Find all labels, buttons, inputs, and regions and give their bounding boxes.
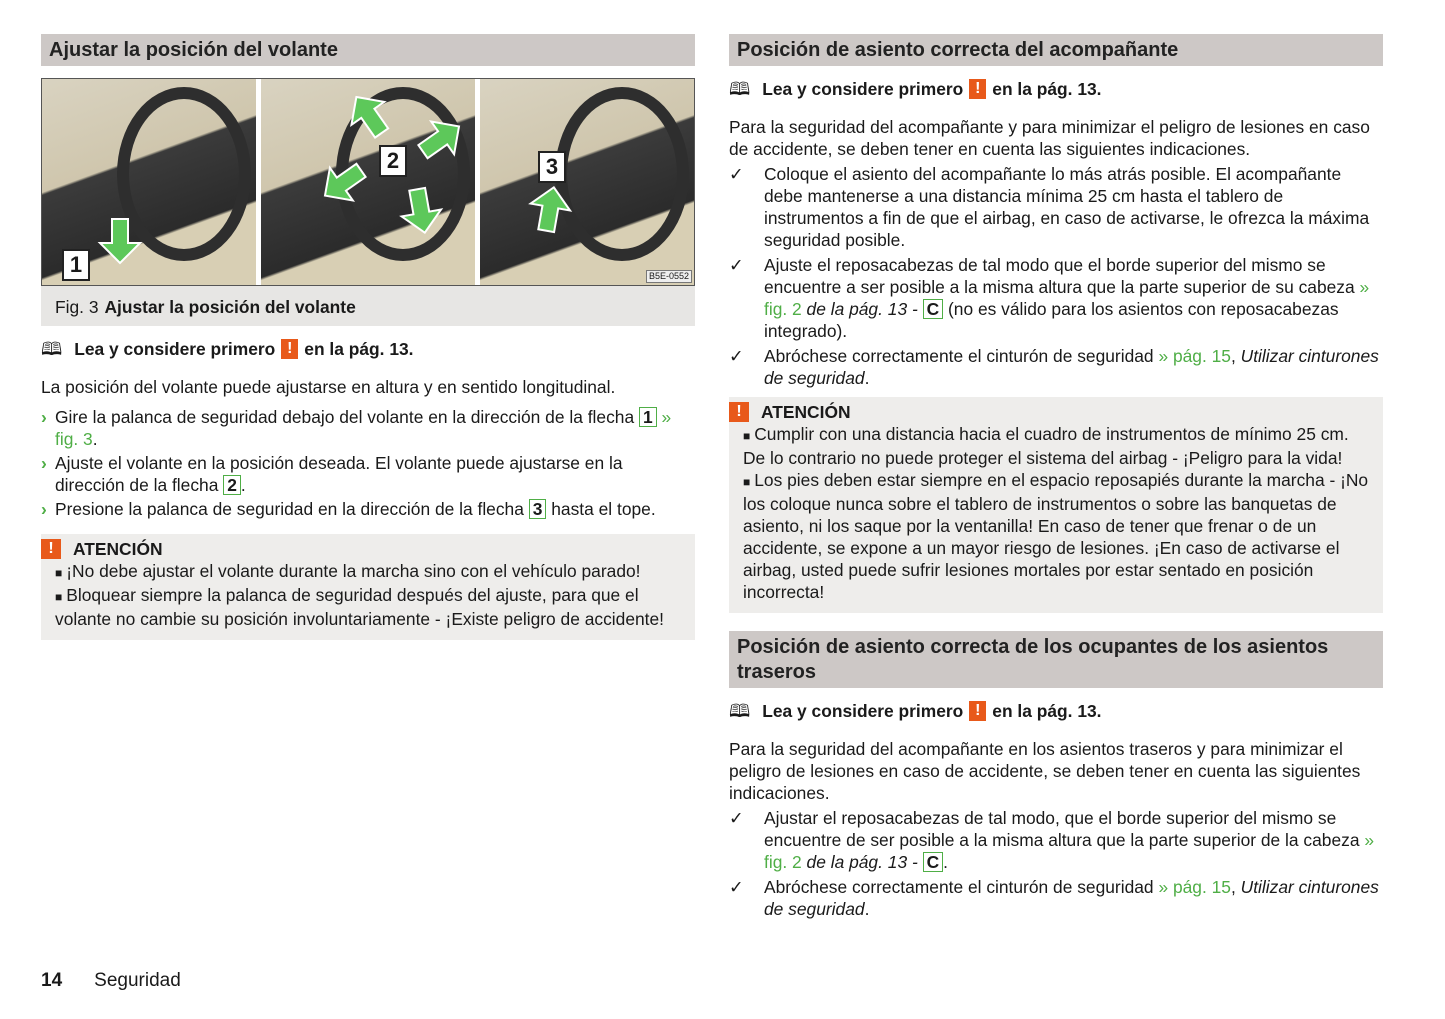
read-first-note (729, 78, 1383, 100)
arrow-up-icon (526, 184, 573, 234)
arrow-ref-box: 2 (223, 475, 241, 495)
check-end: . (864, 899, 870, 919)
step-text: Gire la palanca de seguridad debajo del volante en la dirección de la flecha (55, 407, 635, 427)
caption-label: Fig. 3 (55, 297, 99, 317)
intro-text: La posición del volante puede ajustarse en altura y en sentido longitudinal. (41, 377, 616, 397)
warning-icon: ! (41, 539, 61, 559)
check-end: (no es válido para los asientos con reposacabezas integrado). (764, 299, 1339, 341)
step-end: . (92, 429, 98, 449)
warning-text: ¡No debe ajustar el volante durante la marcha sino con el vehículo parado! (66, 561, 641, 581)
page-number: 14 (41, 970, 63, 991)
chevron-right-icon: › (41, 453, 47, 473)
step-text: Presione la palanca de seguridad en la dirección de la flecha (55, 499, 524, 519)
step-item (41, 498, 695, 520)
check-text: Ajuste el reposacabezas de tal modo que el borde superior del mismo se encuentre a ser posible a la misma altura que la parte superior de su cabeza (764, 255, 1355, 297)
page-link[interactable]: » pág. 15 (1158, 877, 1231, 897)
check-icon: ✓ (729, 255, 744, 275)
check-icon: ✓ (729, 808, 744, 828)
ref-box: C (923, 852, 944, 872)
intro-text: Para la seguridad del acompañante en los asientos traseros y para minimizar el peligro de lesiones en caso de accidente, se deben tener en cuenta las siguientes indicaciones. (729, 739, 1361, 803)
section-heading: Posición de asiento correcta de los ocupantes de los asientos traseros (729, 631, 1383, 688)
reference-text: Utilizar cinturones de seguridad (764, 346, 1379, 388)
book-icon: 🕮 (41, 339, 63, 359)
check-item (729, 163, 1383, 251)
warning-title: ATENCIÓN (761, 402, 851, 422)
check-item: ✓ Abróchese correctamente el cinturón de seguridad » pág. 15, Utilizar cinturones de seguridad. (729, 877, 1379, 919)
book-icon: 🕮 (729, 701, 751, 721)
check-icon: ✓ (729, 164, 744, 184)
figure-steering-wheel (41, 78, 695, 286)
chevron-right-icon: › (41, 499, 47, 519)
page-footer (41, 970, 181, 992)
warning-item: ■ Cumplir con una distancia hacia el cuadro de instrumentos de mínimo 25 cm. De lo contrario no puede proteger el sistema del airbag - ¡Peligro para la vida! (743, 424, 1349, 468)
arrow-ref-box: 3 (529, 499, 547, 519)
figure-link[interactable]: » fig. 3 (55, 407, 672, 449)
check-item (729, 807, 1383, 873)
warning-text: Cumplir con una distancia hacia el cuadro de instrumentos de mínimo 25 cm. De lo contrario no puede proteger el sistema del airbag - ¡Peligro para la vida! (743, 424, 1349, 468)
check-icon: ✓ (729, 877, 744, 897)
figure-link[interactable]: » fig. 2 (764, 277, 1370, 319)
read-first-note (41, 338, 695, 360)
warning-text: Los pies deben estar siempre en el espacio reposapiés durante la marcha - ¡No los coloque nunca sobre el tablero de instrumentos o sobre las banquetas de asiento, ni los saque por la ventanilla! En caso de tener que frenar o de un accidente, se expone a un mayor riesgo de lesiones. ¡En caso de activarse el airbag, usted puede sufrir lesiones mortales por estar sentado en posición incorrecta! (743, 470, 1369, 602)
figure-caption (41, 286, 695, 326)
check-item: ✓ Abróchese correctamente el cinturón de seguridad » pág. 15, Utilizar cinturones de seguridad. (729, 346, 1379, 388)
warning-item: ■ Los pies deben estar siempre en el espacio reposapiés durante la marcha - ¡No los coloque nunca sobre el tablero de instrumentos o sobre las banquetas de asiento, ni los saque por la ventanilla! En caso de tener que frenar o de un accidente, se expone a un mayor riesgo de lesiones. ¡En caso de activarse el airbag, usted puede sufrir lesiones mortales por estar sentado en posición incorrecta! (743, 470, 1369, 602)
step-end: hasta el tope. (551, 499, 656, 519)
warning-icon: ! (729, 402, 749, 422)
arrow-ref-box: 1 (639, 407, 657, 427)
page-reference-link[interactable]: en la pág. 13. (304, 339, 414, 359)
section-heading: Posición de asiento correcta del acompañante (729, 34, 1383, 66)
chevron-right-icon: › (41, 407, 47, 427)
page-reference-link[interactable]: en la pág. 13. (992, 701, 1102, 721)
page-link[interactable]: » pág. 15 (1158, 346, 1231, 366)
step-item (41, 406, 695, 450)
step-end: . (240, 475, 246, 495)
figure-panel-2 (261, 79, 475, 285)
warning-item: ■ Bloquear siempre la palanca de seguridad después del ajuste, para que el volante no cambie su posición involuntariamente - ¡Existe peligro de accidente! (55, 585, 665, 629)
reference-text: de la pág. 13 - (806, 852, 918, 872)
figure-panel-3 (480, 79, 694, 285)
warning-item: ■ ¡No debe ajustar el volante durante la marcha sino con el vehículo parado! (55, 561, 641, 581)
arrow-down-icon (397, 186, 444, 236)
step-text: Ajuste el volante en la posición deseada. El volante puede ajustarse en la dirección de la flecha (55, 453, 623, 495)
figure-number: 3 (538, 151, 566, 183)
note-text: Lea y considere primero (74, 339, 276, 359)
caption-title: Ajustar la posición del volante (104, 297, 356, 317)
step-item (41, 452, 695, 496)
check-end: . (943, 852, 948, 872)
figure-link[interactable]: » fig. 2 (764, 830, 1375, 872)
intro-text: Para la seguridad del acompañante y para minimizar el peligro de lesiones en caso de accidente, se deben tener en cuenta las siguientes indicaciones. (729, 117, 1370, 159)
arrow-down-icon (100, 219, 140, 263)
warning-icon: ! (281, 339, 298, 359)
figure-number: 1 (62, 249, 90, 281)
warning-text: Bloquear siempre la palanca de seguridad después del ajuste, para que el volante no cambie su posición involuntariamente - ¡Existe peligro de accidente! (55, 585, 665, 629)
reference-text: Utilizar cinturones de seguridad (764, 877, 1379, 919)
check-icon: ✓ (729, 346, 744, 366)
warning-box (729, 397, 1383, 613)
check-text: Coloque el asiento del acompañante lo más atrás posible. El acompañante debe mantenerse a una distancia mínima 25 cm hasta el tablero de instrumentos a fin de que el airbag, en caso de activarse, le ofrezca la máxima seguridad posible. (764, 164, 1370, 250)
book-icon: 🕮 (729, 79, 751, 99)
warning-icon: ! (969, 701, 986, 721)
read-first-note (729, 700, 1383, 722)
note-text: Lea y considere primero (762, 79, 964, 99)
left-column (41, 34, 695, 640)
page-reference-link[interactable]: en la pág. 13. (992, 79, 1102, 99)
section-heading: Ajustar la posición del volante (41, 34, 695, 66)
warning-box (41, 534, 695, 640)
ref-box: C (923, 299, 944, 319)
figure-number: 2 (379, 145, 407, 177)
check-text: Ajustar el reposacabezas de tal modo, que el borde superior del mismo se encuentre de ser posible a la misma altura que la parte superior de la cabeza (764, 808, 1360, 850)
check-text: Abróchese correctamente el cinturón de seguridad (764, 346, 1154, 366)
check-text: Abróchese correctamente el cinturón de seguridad (764, 877, 1154, 897)
warning-title: ATENCIÓN (73, 539, 163, 559)
figure-panel-1 (42, 79, 256, 285)
warning-icon: ! (969, 79, 986, 99)
figure-code: B5E-0552 (646, 270, 692, 283)
check-item (729, 254, 1383, 342)
right-column (729, 34, 1383, 920)
check-end: . (864, 368, 870, 388)
note-text: Lea y considere primero (762, 701, 964, 721)
reference-text: de la pág. 13 - (806, 299, 918, 319)
section-name: Seguridad (94, 970, 181, 991)
